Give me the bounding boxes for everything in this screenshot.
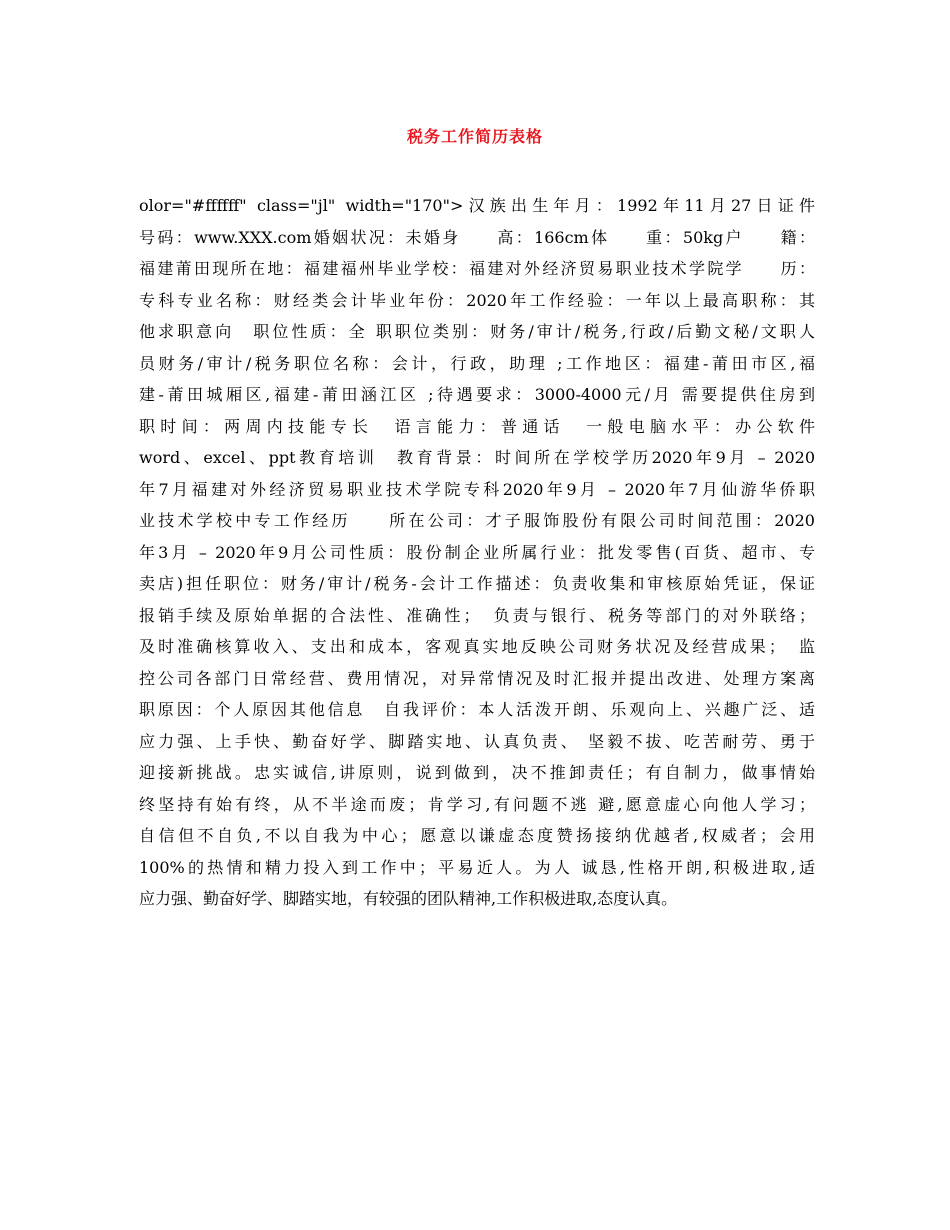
body-line: 终坚持有始有终，从不半途而废；肯学习,有问题不逃 避,愿意虚心向他人学习；	[139, 794, 815, 814]
body-line: 100%的热情和精力投入到工作中；平易近人。为人 诚恳,性格开朗,积极进取,适	[139, 857, 815, 877]
body-line: 年7月福建对外经济贸易职业技术学院专科2020年9月 – 2020年7月仙游华侨职	[139, 479, 815, 499]
body-line: olor="#ffffff" class="jl" width="170">汉族出生年月：1992年11月27日证件	[139, 196, 815, 215]
body-line: 迎接新挑战。忠实诚信,讲原则，说到做到，决不推卸责任；有自制力，做事情始	[139, 763, 815, 782]
body-line: 业技术学校中专工作经历 所在公司：才子服饰股份有限公司时间范围：2020	[139, 511, 815, 530]
body-line: 报销手续及原始单据的合法性、准确性； 负责与银行、税务等部门的对外联络；	[139, 605, 815, 625]
body-line: 控公司各部门日常经营、费用情况，对异常情况及时汇报并提出改进、处理方案离	[139, 668, 815, 688]
body-line: 职原因：个人原因其他信息 自我评价：本人活泼开朗、乐观向上、兴趣广泛、适	[139, 700, 815, 719]
body-line: 及时准确核算收入、支出和成本，客观真实地反映公司财务状况及经营成果； 监	[139, 637, 815, 656]
body-line: 自信但不自负,不以自我为中心；愿意以谦虚态度赞扬接纳优越者,权威者；会用	[139, 826, 815, 845]
body-line: 员财务/审计/税务职位名称：会计，行政，助理 ;工作地区：福建-莆田市区,福	[139, 353, 815, 373]
body-line: 职时间：两周内技能专长 语言能力：普通话 一般电脑水平：办公软件	[139, 416, 815, 436]
body-line: 应力强、勤奋好学、脚踏实地，有较强的团队精神,工作积极进取,态度认真。	[139, 889, 678, 908]
body-line: 年3月 – 2020年9月公司性质：股份制企业所属行业：批发零售(百货、超市、专	[139, 542, 815, 562]
body-line: 专科专业名称：财经类会计毕业年份：2020年工作经验：一年以上最高职称：其	[139, 290, 815, 310]
body-line: 建-莆田城厢区,福建-莆田涵江区 ;待遇要求：3000-4000元/月 需要提供住房到	[139, 385, 815, 404]
body-line: word、excel、ppt教育培训 教育背景：时间所在学校学历2020年9月 – 2020	[139, 448, 815, 467]
body-line: 卖店)担任职位：财务/审计/税务-会计工作描述：负责收集和审核原始凭证，保证	[139, 574, 815, 593]
body-line: 应力强、上手快、勤奋好学、脚踏实地、认真负责、 坚毅不拔、吃苦耐劳、勇于	[139, 731, 815, 751]
document-body	[139, 190, 815, 915]
body-line: 他求职意向 职位性质：全 职职位类别：财务/审计/税务,行政/后勤文秘/文职人	[139, 322, 815, 341]
body-line: 号码：www.XXX.com婚姻状况：未婚身 高：166cm体 重：50kg户 籍：	[139, 227, 815, 247]
body-line: 福建莆田现所在地：福建福州毕业学校：福建对外经济贸易职业技术学院学 历：	[139, 259, 815, 278]
document-title: 税务工作简历表格	[406, 127, 543, 146]
